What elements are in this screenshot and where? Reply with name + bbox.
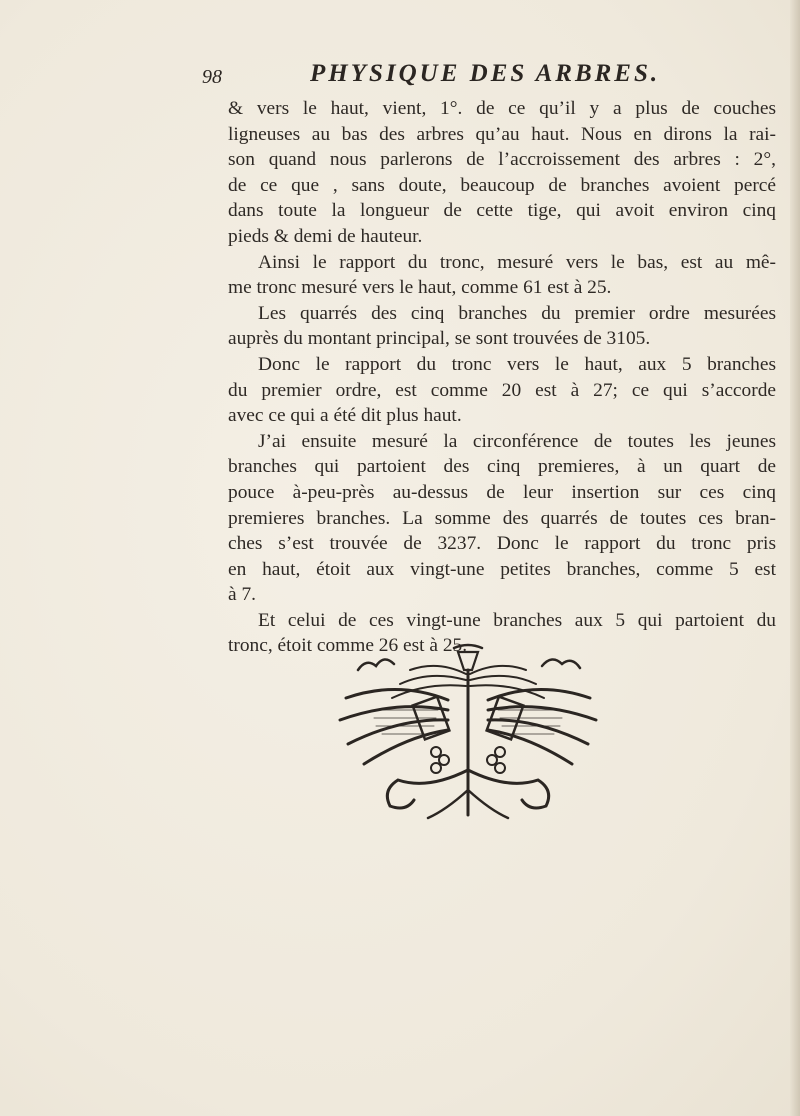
ornamental-vignette-icon xyxy=(318,640,618,840)
text-line: de ce que , sans doute, beaucoup de branches avoient percé xyxy=(228,174,776,196)
text-line: branches qui partoient des cinq premieres, à un quart de xyxy=(228,456,776,478)
text-line: tronc, étoit comme 26 est à 25. xyxy=(228,635,468,657)
page-number: 98 xyxy=(202,66,222,88)
text-line: & vers le haut, vient, 1°. de ce qu’il y a plus de couches xyxy=(228,98,776,119)
text-line: avec ce qui a été dit plus haut. xyxy=(228,405,462,427)
running-header xyxy=(200,56,660,96)
text-line: ches s’est trouvée de 3237. Donc le rapport du tronc pris xyxy=(228,533,776,555)
running-title: PHYSIQUE DES ARBRES. xyxy=(310,60,661,87)
body-text xyxy=(228,96,776,659)
text-line: à 7. xyxy=(228,584,256,606)
text-line: Ainsi le rapport du tronc, mesuré vers le bas, est au mê- xyxy=(258,251,776,273)
page-edge-shadow xyxy=(790,0,800,1116)
text-line: en haut, étoit aux vingt-une petites branches, comme 5 est xyxy=(228,558,776,580)
text-line: premieres branches. La somme des quarrés de toutes ces bran- xyxy=(228,507,776,529)
text-line: pieds & demi de hauteur. xyxy=(228,225,423,247)
text-line: J’ai ensuite mesuré la circonférence de toutes les jeunes xyxy=(258,430,776,452)
text-line: ligneuses au bas des arbres qu’au haut. Nous en dirons la rai- xyxy=(228,123,776,145)
text-line: pouce à-peu-près au-dessus de leur insertion sur ces cinq xyxy=(228,481,776,503)
text-line: me tronc mesuré vers le haut, comme 61 est à 25. xyxy=(228,277,612,299)
text-line: dans toute la longueur de cette tige, qui avoit environ cinq xyxy=(228,200,776,222)
text-line: Donc le rapport du tronc vers le haut, aux 5 branches xyxy=(258,353,776,375)
text-line: son quand nous parlerons de l’accroissement des arbres : 2°, xyxy=(228,149,776,171)
text-line: du premier ordre, est comme 20 est à 27; ce qui s’accorde xyxy=(228,379,776,401)
text-line: auprès du montant principal, se sont trouvées de 3105. xyxy=(228,328,651,350)
text-line: Les quarrés des cinq branches du premier ordre mesurées xyxy=(258,302,776,324)
text-line: Et celui de ces vingt-une branches aux 5 qui partoient du xyxy=(258,609,776,631)
